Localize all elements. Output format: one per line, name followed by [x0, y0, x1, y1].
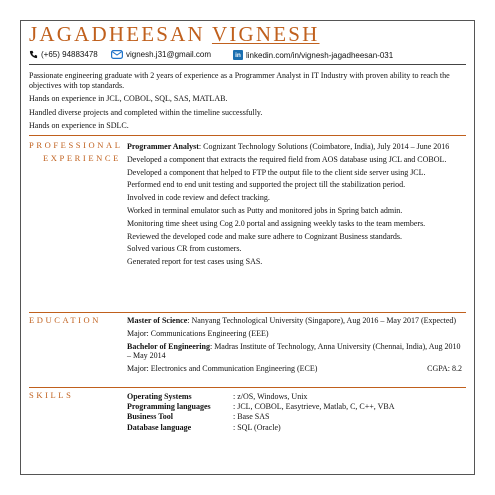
skill-value: : Base SAS [233, 412, 270, 422]
job-company: : Cognizant Technology Solutions (Coimbatore, India), July 2014 – June 2016 [198, 142, 450, 151]
cgpa: CGPA: 8.2 [427, 364, 462, 374]
linkedin-icon: in [233, 50, 243, 60]
experience-bullet: Performed end to end unit testing and supported the project till the stabilization period. [127, 180, 406, 190]
email-icon [111, 50, 123, 59]
bachelors-detail: : Madras Institute of Technology, Anna University (Chennai, India), Aug 2010 – May 2014 [127, 341, 461, 361]
skill-label: Programming languages [127, 402, 211, 412]
experience-bullet: Developed a component that extracts the required field from AOS database using JCL and COBOL. [127, 154, 447, 164]
linkedin-contact[interactable] [233, 50, 393, 60]
phone-number: (+65) 94883478 [41, 50, 98, 59]
skill-value: : SQL (Oracle) [233, 422, 281, 432]
bachelors-major: Major: Electronics and Communication Engineering (ECE) [127, 364, 318, 374]
skills-table [127, 392, 395, 433]
education-divider [29, 312, 466, 313]
header-divider [29, 64, 466, 65]
candidate-name [29, 22, 320, 47]
experience-bullet: Developed a component that helped to FTP the output file to the client side server using JCL. [127, 167, 426, 177]
masters-major: Major: Communications Engineering (EEE) [127, 328, 269, 338]
experience-bullet: Solved various CR from customers. [127, 244, 242, 254]
skill-row [127, 402, 395, 412]
education-body [127, 316, 466, 377]
experience-bullet: Involved in code review and defect tracking. [127, 193, 270, 203]
summary-line: Hands on experience in SDLC. [29, 121, 129, 131]
skills-title: SKILLS [29, 390, 74, 400]
summary-section [29, 71, 466, 135]
experience-title-line1: PROFESSIONAL [29, 140, 123, 150]
skill-value: : z/OS, Windows, Unix [233, 392, 308, 401]
skill-label: Business Tool [127, 412, 174, 422]
email-contact[interactable] [111, 50, 211, 59]
experience-bullet: Monitoring time sheet using Cog 2.0 portal and assigning weekly tasks to the team members. [127, 218, 426, 228]
phone-icon [29, 50, 38, 59]
experience-bullet: Generated report for test cases using SAS. [127, 257, 263, 267]
experience-bullet: Worked in terminal emulator such as Putty and monitored jobs in Spring batch admin. [127, 205, 403, 215]
experience-divider [29, 135, 466, 136]
masters-degree: Master of Science [127, 316, 188, 325]
skill-label: Database language [127, 422, 192, 432]
last-name: VIGNESH [211, 22, 320, 46]
phone-contact [29, 50, 98, 59]
summary-line: Handled diverse projects and completed within the timeline successfully. [29, 107, 263, 117]
job-header [127, 142, 466, 152]
skill-row [127, 392, 395, 402]
experience-title-line2: EXPERIENCE [43, 153, 121, 163]
job-role: Programmer Analyst [127, 142, 199, 151]
linkedin-link[interactable]: linkedin.com/in/vignesh-jagadheesan-031 [246, 50, 394, 60]
masters-detail: : Nanyang Technological University (Singapore), Aug 2016 – May 2017 (Expected) [187, 316, 457, 325]
skill-label: Operating Systems [127, 392, 192, 401]
experience-title [29, 139, 139, 165]
bachelors-degree: Bachelor of Engineering [127, 341, 210, 351]
experience-body [127, 142, 466, 270]
bachelors-entry [127, 342, 466, 362]
skill-value: : JCL, COBOL, Easytrieve, Matlab, C, C++, VBA [233, 402, 395, 412]
skill-row [127, 423, 395, 433]
email-link[interactable]: vignesh.j31@gmail.com [126, 50, 212, 59]
first-name: JAGADHEESAN [29, 22, 205, 46]
skills-body [127, 392, 466, 433]
summary-line: Hands on experience in JCL, COBOL, SQL, SAS, MATLAB. [29, 94, 228, 104]
skill-row [127, 412, 395, 422]
education-title: EDUCATION [29, 315, 102, 325]
masters-entry [127, 316, 466, 326]
experience-bullet: Reviewed the developed code and make sure adhere to Cognizant Business standards. [127, 231, 403, 241]
summary-line: Passionate engineering graduate with 2 years of experience as a Programmer Analyst in IT Industry with proven ability to reach the objectives with top standards. [29, 71, 450, 90]
resume-page [20, 20, 475, 475]
skills-divider [29, 387, 466, 388]
bachelors-major-row [127, 364, 466, 374]
